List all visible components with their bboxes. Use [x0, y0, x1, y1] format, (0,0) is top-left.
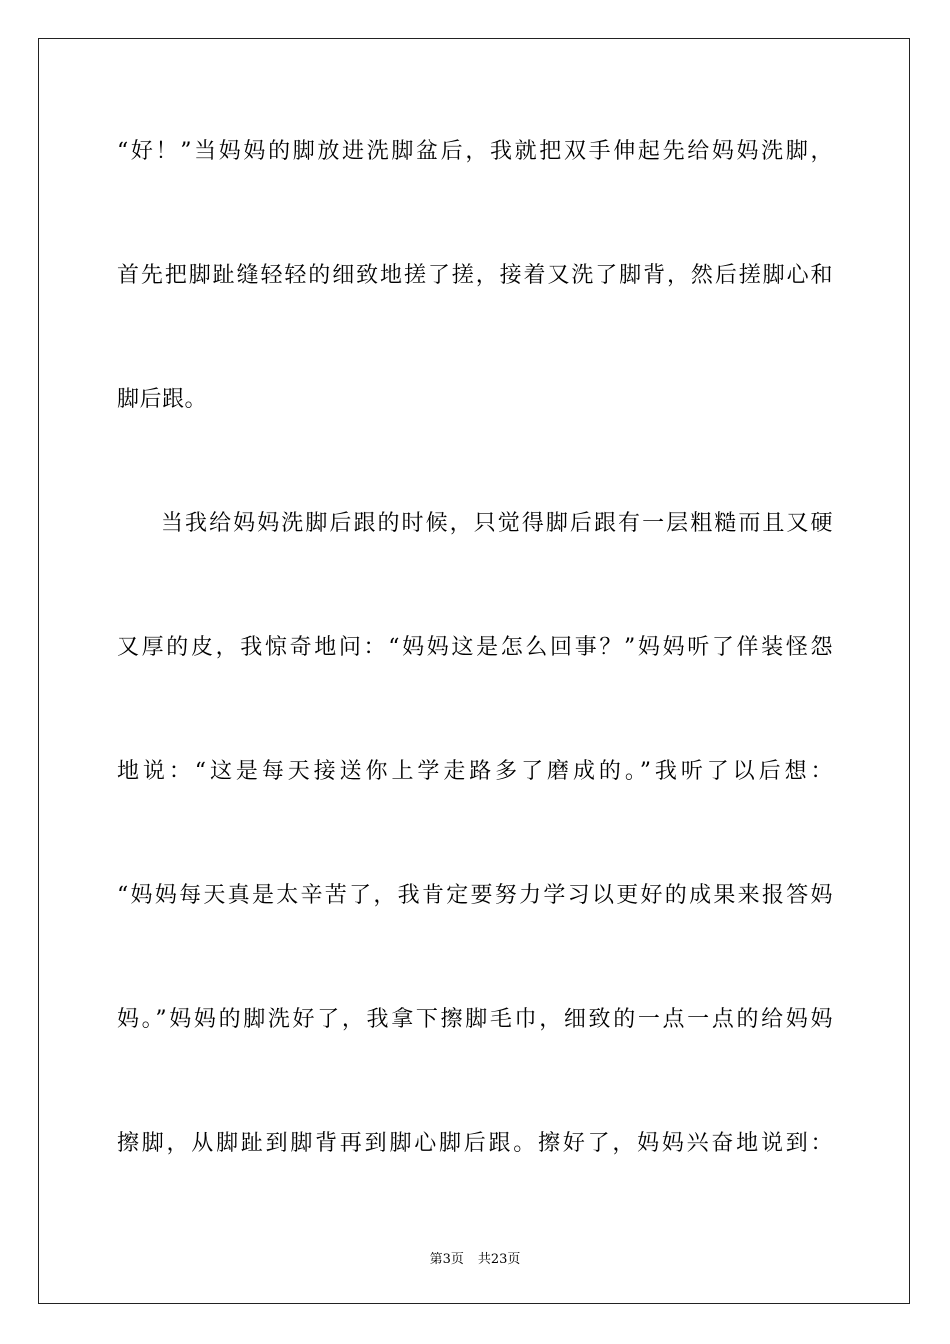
text-line-6: 地说：“这是每天接送你上学走路多了磨成的。”我听了以后想：: [117, 759, 833, 784]
text-line-2: 首先把脚趾缝轻轻的细致地搓了搓，接着又洗了脚背，然后搓脚心和: [117, 263, 833, 288]
text-line-7: “妈妈每天真是太辛苦了，我肯定要努力学习以更好的成果来报答妈: [117, 883, 833, 908]
page-footer: [0, 1248, 950, 1267]
text-line-5: 又厚的皮，我惊奇地问：“妈妈这是怎么回事？”妈妈听了佯装怪怨: [117, 635, 833, 660]
text-line-9: 擦脚，从脚趾到脚背再到脚心脚后跟。擦好了，妈妈兴奋地说到：: [117, 1131, 833, 1156]
page-border: [38, 38, 910, 1304]
text-line-3: 脚后跟。: [117, 387, 208, 412]
page-total: 共23页: [477, 1252, 521, 1267]
text-line-4: 当我给妈妈洗脚后跟的时候，只觉得脚后跟有一层粗糙而且又硬: [161, 511, 833, 536]
page-number: 第3页: [429, 1252, 464, 1267]
text-line-8: 妈。”妈妈的脚洗好了，我拿下擦脚毛巾，细致的一点一点的给妈妈: [117, 1007, 833, 1032]
text-line-1: “好！”当妈妈的脚放进洗脚盆后，我就把双手伸起先给妈妈洗脚，: [117, 139, 833, 164]
